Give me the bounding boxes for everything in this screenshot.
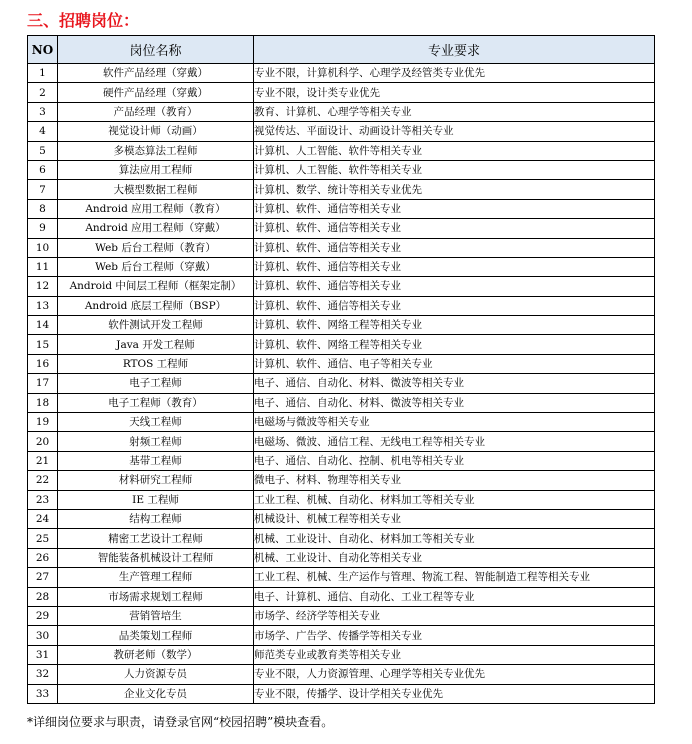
- table-row: [28, 568, 655, 587]
- row-number: 16: [28, 354, 58, 373]
- position-title: Android 应用工程师（教育）: [58, 199, 254, 218]
- major-requirements: 电子、通信、自动化、材料、微波等相关专业: [254, 374, 655, 393]
- major-requirements: 计算机、软件、通信、电子等相关专业: [254, 354, 655, 373]
- position-title: Android 底层工程师（BSP）: [58, 296, 254, 315]
- table-row: [28, 277, 655, 296]
- table-row: [28, 354, 655, 373]
- position-title: 营销管培生: [58, 606, 254, 625]
- position-title: 视觉设计师（动画）: [58, 122, 254, 141]
- major-requirements: 专业不限，计算机科学、心理学及经管类专业优先: [254, 64, 655, 83]
- table-row: [28, 529, 655, 548]
- position-title: 算法应用工程师: [58, 160, 254, 179]
- position-title: 射频工程师: [58, 432, 254, 451]
- position-title: Java 开发工程师: [58, 335, 254, 354]
- major-requirements: 计算机、软件、通信等相关专业: [254, 277, 655, 296]
- row-number: 22: [28, 471, 58, 490]
- table-row: [28, 122, 655, 141]
- table-row: [28, 64, 655, 83]
- major-requirements: 工业工程、机械、自动化、材料加工等相关专业: [254, 490, 655, 509]
- major-requirements: 计算机、数学、统计等相关专业优先: [254, 180, 655, 199]
- position-title: RTOS 工程师: [58, 354, 254, 373]
- position-title: 软件产品经理（穿戴）: [58, 64, 254, 83]
- position-title: 企业文化专员: [58, 684, 254, 703]
- row-number: 9: [28, 219, 58, 238]
- table-row: [28, 451, 655, 470]
- major-requirements: 计算机、软件、通信等相关专业: [254, 238, 655, 257]
- table-row: [28, 471, 655, 490]
- row-number: 6: [28, 160, 58, 179]
- row-number: 18: [28, 393, 58, 412]
- major-requirements: 计算机、软件、网络工程等相关专业: [254, 316, 655, 335]
- position-title: 人力资源专员: [58, 665, 254, 684]
- major-requirements: 师范类专业或教育类等相关专业: [254, 645, 655, 664]
- table-row: [28, 374, 655, 393]
- table-row: [28, 316, 655, 335]
- major-requirements: 计算机、人工智能、软件等相关专业: [254, 141, 655, 160]
- major-requirements: 电子、通信、自动化、控制、机电等相关专业: [254, 451, 655, 470]
- position-title: 产品经理（教育）: [58, 102, 254, 121]
- position-title: Web 后台工程师（穿戴）: [58, 257, 254, 276]
- table-body: [28, 64, 655, 704]
- table-row: [28, 180, 655, 199]
- table-row: [28, 606, 655, 625]
- table-row: [28, 509, 655, 528]
- major-requirements: 机械设计、机械工程等相关专业: [254, 509, 655, 528]
- column-header-title: 岗位名称: [58, 36, 254, 64]
- table-row: [28, 684, 655, 703]
- major-requirements: 市场学、经济学等相关专业: [254, 606, 655, 625]
- major-requirements: 视觉传达、平面设计、动画设计等相关专业: [254, 122, 655, 141]
- row-number: 20: [28, 432, 58, 451]
- position-title: 基带工程师: [58, 451, 254, 470]
- row-number: 19: [28, 413, 58, 432]
- table-row: [28, 335, 655, 354]
- position-title: 教研老师（数学）: [58, 645, 254, 664]
- row-number: 27: [28, 568, 58, 587]
- table-row: [28, 199, 655, 218]
- table-row: [28, 413, 655, 432]
- row-number: 29: [28, 606, 58, 625]
- position-title: 材料研究工程师: [58, 471, 254, 490]
- row-number: 3: [28, 102, 58, 121]
- position-title: 智能装备机械设计工程师: [58, 548, 254, 567]
- table-row: [28, 83, 655, 102]
- major-requirements: 计算机、软件、通信等相关专业: [254, 296, 655, 315]
- position-title: 结构工程师: [58, 509, 254, 528]
- row-number: 7: [28, 180, 58, 199]
- table-row: [28, 665, 655, 684]
- position-title: IE 工程师: [58, 490, 254, 509]
- table-row: [28, 102, 655, 121]
- table-row: [28, 257, 655, 276]
- major-requirements: 机械、工业设计、自动化等相关专业: [254, 548, 655, 567]
- row-number: 28: [28, 587, 58, 606]
- position-title: 电子工程师: [58, 374, 254, 393]
- row-number: 8: [28, 199, 58, 218]
- table-row: [28, 141, 655, 160]
- row-number: 23: [28, 490, 58, 509]
- row-number: 13: [28, 296, 58, 315]
- table-row: [28, 626, 655, 645]
- row-number: 30: [28, 626, 58, 645]
- major-requirements: 电子、计算机、通信、自动化、工业工程等专业: [254, 587, 655, 606]
- row-number: 12: [28, 277, 58, 296]
- position-title: 生产管理工程师: [58, 568, 254, 587]
- table-row: [28, 160, 655, 179]
- row-number: 2: [28, 83, 58, 102]
- row-number: 31: [28, 645, 58, 664]
- table-row: [28, 548, 655, 567]
- row-number: 24: [28, 509, 58, 528]
- position-title: 电子工程师（教育）: [58, 393, 254, 412]
- row-number: 5: [28, 141, 58, 160]
- major-requirements: 机械、工业设计、自动化、材料加工等相关专业: [254, 529, 655, 548]
- position-title: 多模态算法工程师: [58, 141, 254, 160]
- row-number: 10: [28, 238, 58, 257]
- position-title: 品类策划工程师: [58, 626, 254, 645]
- position-title: Android 中间层工程师（框架定制）: [58, 277, 254, 296]
- major-requirements: 专业不限，人力资源管理、心理学等相关专业优先: [254, 665, 655, 684]
- major-requirements: 教育、计算机、心理学等相关专业: [254, 102, 655, 121]
- table-row: [28, 490, 655, 509]
- position-title: 精密工艺设计工程师: [58, 529, 254, 548]
- major-requirements: 专业不限，设计类专业优先: [254, 83, 655, 102]
- table-row: [28, 432, 655, 451]
- table-row: [28, 219, 655, 238]
- position-title: 软件测试开发工程师: [58, 316, 254, 335]
- row-number: 21: [28, 451, 58, 470]
- major-requirements: 电磁场、微波、通信工程、无线电工程等相关专业: [254, 432, 655, 451]
- position-title: 市场需求规划工程师: [58, 587, 254, 606]
- row-number: 25: [28, 529, 58, 548]
- row-number: 33: [28, 684, 58, 703]
- section-title: 三、招聘岗位：: [27, 11, 140, 30]
- row-number: 11: [28, 257, 58, 276]
- position-title: 大模型数据工程师: [58, 180, 254, 199]
- table-row: [28, 393, 655, 412]
- position-title: 天线工程师: [58, 413, 254, 432]
- major-requirements: 电子、通信、自动化、材料、微波等相关专业: [254, 393, 655, 412]
- row-number: 15: [28, 335, 58, 354]
- major-requirements: 专业不限，传播学、设计学相关专业优先: [254, 684, 655, 703]
- major-requirements: 工业工程、机械、生产运作与管理、物流工程、智能制造工程等相关专业: [254, 568, 655, 587]
- footnote: *详细岗位要求与职责，请登录官网“校园招聘”模块查看。: [27, 715, 334, 729]
- table-row: [28, 296, 655, 315]
- row-number: 1: [28, 64, 58, 83]
- major-requirements: 计算机、人工智能、软件等相关专业: [254, 160, 655, 179]
- table-row: [28, 587, 655, 606]
- row-number: 26: [28, 548, 58, 567]
- table-row: [28, 238, 655, 257]
- column-header-requirements: 专业要求: [254, 36, 655, 64]
- table-header-row: [28, 36, 655, 64]
- major-requirements: 电磁场与微波等相关专业: [254, 413, 655, 432]
- major-requirements: 计算机、软件、通信等相关专业: [254, 257, 655, 276]
- major-requirements: 市场学、广告学、传播学等相关专业: [254, 626, 655, 645]
- row-number: 17: [28, 374, 58, 393]
- position-title: 硬件产品经理（穿戴）: [58, 83, 254, 102]
- position-title: Android 应用工程师（穿戴）: [58, 219, 254, 238]
- positions-table: [27, 35, 655, 704]
- column-header-no: NO: [28, 36, 58, 64]
- major-requirements: 计算机、软件、通信等相关专业: [254, 199, 655, 218]
- table-row: [28, 645, 655, 664]
- major-requirements: 计算机、软件、通信等相关专业: [254, 219, 655, 238]
- row-number: 4: [28, 122, 58, 141]
- row-number: 14: [28, 316, 58, 335]
- major-requirements: 微电子、材料、物理等相关专业: [254, 471, 655, 490]
- major-requirements: 计算机、软件、网络工程等相关专业: [254, 335, 655, 354]
- position-title: Web 后台工程师（教育）: [58, 238, 254, 257]
- row-number: 32: [28, 665, 58, 684]
